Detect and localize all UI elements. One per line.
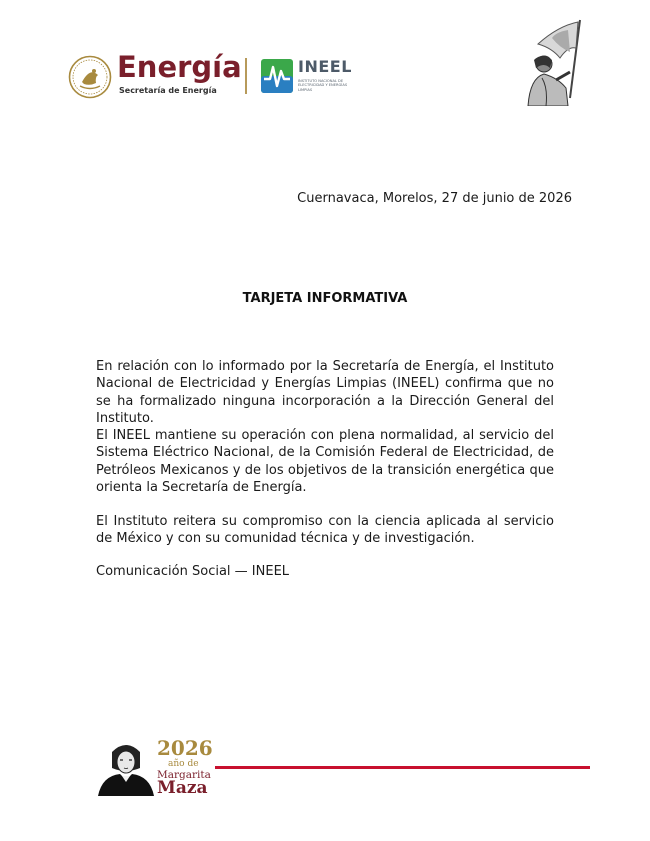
body-paragraph: En relación con lo informado por la Secretaría de Energía, el Instituto Nacional de Electricidad y Energías Limpias (INEEL) confirma que no se ha formalizado ninguna incorporación a la Dirección General del Instituto. — [96, 359, 554, 426]
date-line: Cuernavaca, Morelos, 27 de junio de 2026 — [297, 191, 572, 206]
footer-year-of: año de — [168, 759, 199, 769]
header-divider — [245, 58, 247, 94]
body-paragraph: El INEEL mantiene su operación con plena normalidad, al servicio del Sistema Eléctrico Nacional, de la Comisión Federal de Electricidad, de Petróleos Mexicanos y de los objetivos de la transición energética que orienta la Secretaría de Energía. — [96, 428, 554, 495]
national-seal-icon — [68, 55, 112, 99]
ineel-logo-icon — [261, 59, 293, 93]
footer-year: 2026 — [157, 736, 213, 760]
brand-subtitle: Secretaría de Energía — [119, 86, 217, 95]
flag-heroine-illustration — [512, 18, 592, 106]
body-paragraph: El Instituto reitera su compromiso con la ciencia aplicada al servicio de México y con su comunidad técnica y de investigación. — [96, 514, 554, 547]
footer-honoree-first: Margarita — [157, 769, 211, 781]
institute-subtitle: INSTITUTO NACIONAL DE ELECTRICIDAD Y ENERGÍAS LIMPIAS — [298, 79, 348, 92]
footer-rule — [215, 766, 590, 769]
margarita-maza-portrait — [96, 738, 156, 796]
document-title: TARJETA INFORMATIVA — [242, 291, 408, 306]
brand-name: Energía — [117, 50, 242, 84]
footer-honoree-last: Maza — [157, 778, 208, 798]
institute-name: INEEL — [298, 57, 352, 76]
signature-line: Comunicación Social — INEEL — [96, 564, 290, 579]
